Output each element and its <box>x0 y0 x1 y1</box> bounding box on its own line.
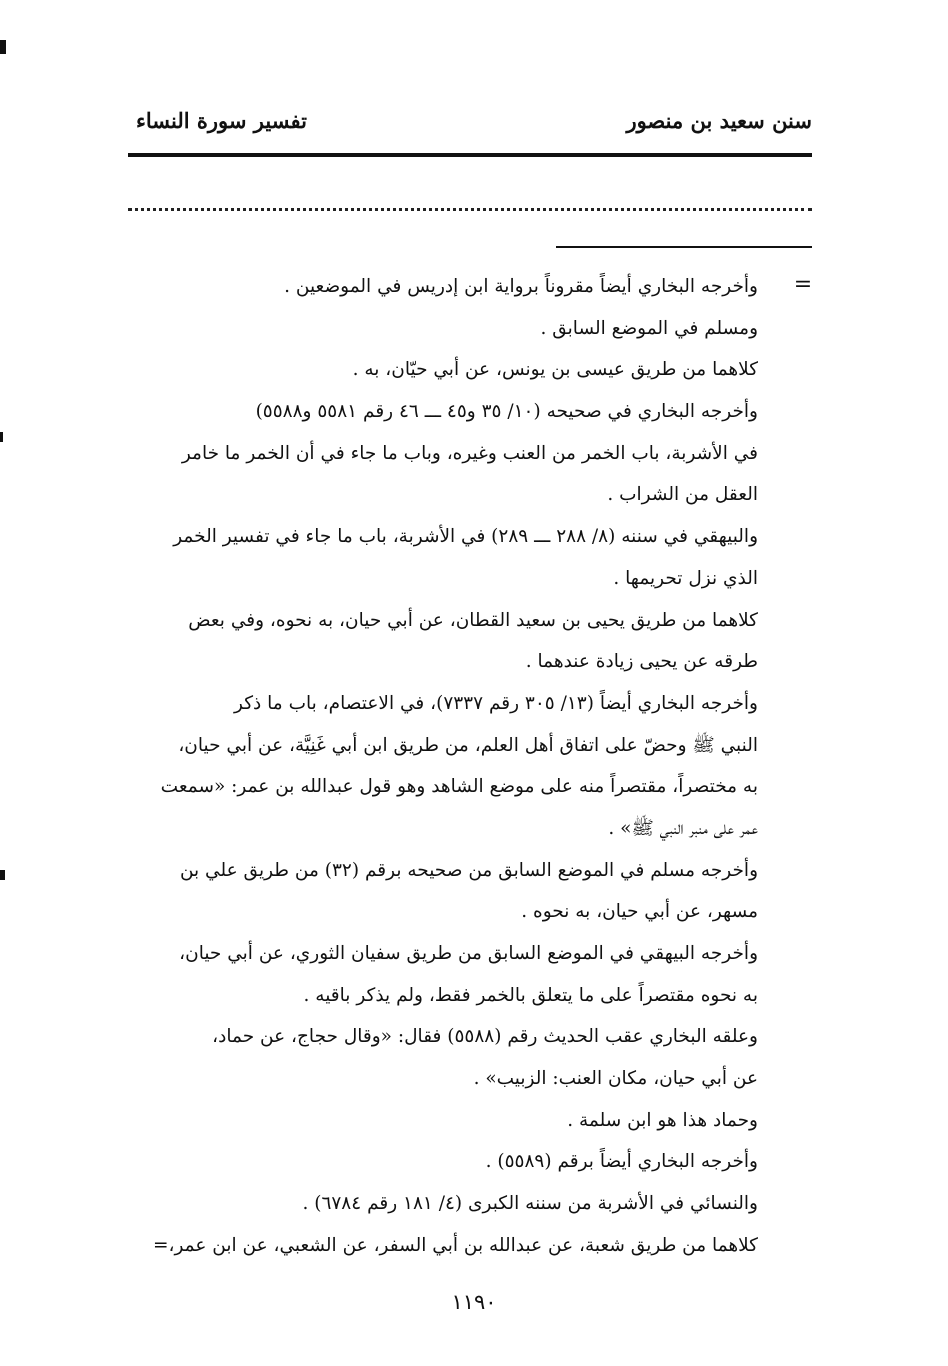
text-line: وأخرجه البيهقي في الموضع السابق من طريق سفيان الثوري، عن أبي حيان، <box>179 943 758 964</box>
text-line: طرقه عن يحيى زيادة عندهما . <box>525 651 758 673</box>
text-line: كلاهما من طريق شعبة، عن عبدالله بن أبي السفر، عن الشعبي، عن ابن عمر،= <box>152 1234 758 1256</box>
text-line: العقل من الشراب . <box>607 484 758 506</box>
text-line: النبي ﷺ وحضّ على اتفاق أهل العلم، من طريق ابن أبي غَنِيَّة، عن أبي حيان، <box>178 734 758 756</box>
scan-mark-top <box>0 40 6 54</box>
text-line: وعلقه البخاري عقب الحديث رقم (٥٥٨٨) فقال: «وقال حجاج، عن حماد، <box>212 1026 758 1048</box>
dotted-separator <box>128 208 812 211</box>
scan-mark-lower <box>0 870 5 880</box>
text-line: مسهر، عن أبي حيان، به نحوه . <box>521 901 758 923</box>
footnote-continuation-mark: = <box>793 272 813 297</box>
text-line: به نحوه مقتصراً على ما يتعلق بالخمر فقط، ولم يذكر باقيه . <box>303 984 758 1006</box>
text-line: الذي نزل تحريمها . <box>613 567 758 589</box>
section-title: تفسير سورة النساء <box>136 108 307 133</box>
text-line: والنسائي في الأشربة من سننه الكبرى (٤/ ١٨١ رقم ٦٧٨٤) . <box>302 1193 758 1215</box>
text-line: عن أبي حيان، مكان العنب: الزبيب» . <box>473 1068 758 1090</box>
text-line: وأخرجه البخاري أيضاً برقم (٥٥٨٩) . <box>485 1151 758 1173</box>
text-line: وأخرجه البخاري أيضاً (١٣/ ٣٠٥ رقم ٧٣٣٧)، في الاعتصام، باب ما ذكر <box>234 692 758 714</box>
text-line: والبيهقي في سننه (٨/ ٢٨٨ ـــ ٢٨٩) في الأشربة، باب ما جاء في تفسير الخمر <box>173 526 758 548</box>
footnote-text <box>120 266 758 1267</box>
text-line: وأخرجه مسلم في الموضع السابق من صحيحه برقم (٣٢) من طريق علي بن <box>179 859 758 881</box>
text-line: كلاهما من طريق عيسى بن يونس، عن أبي حيّان، به . <box>352 359 758 381</box>
header-rule <box>128 153 812 157</box>
text-line: به مختصراً، مقتصراً منه على موضع الشاهد وهو قول عبدالله بن عمر: «سمعت <box>160 776 758 798</box>
text-line: وأخرجه البخاري في صحيحه (١٠/ ٣٥ و٤٥ ـــ ٤٦ رقم ٥٥٨١ و٥٥٨٨) <box>255 401 758 423</box>
text-line: وحماد هذا هو ابن سلمة . <box>567 1109 758 1131</box>
text-line: عمر على منبر النبي ﷺ» . <box>608 817 758 839</box>
book-title: سنن سعيد بن منصور <box>626 108 812 133</box>
scan-mark-middle <box>0 432 3 442</box>
text-line: وأخرجه البخاري أيضاً مقروناً برواية ابن إدريس في الموضعين . <box>284 276 758 297</box>
running-header <box>128 108 812 142</box>
text-line: في الأشربة، باب الخمر من العنب وغيره، وباب ما جاء في أن الخمر ما خامر <box>181 442 758 464</box>
text-line: ومسلم في الموضع السابق . <box>540 317 758 339</box>
page-number: ١١٩٠ <box>451 1290 497 1314</box>
footnote-rule <box>556 246 812 248</box>
text-line: كلاهما من طريق يحيى بن سعيد القطان، عن أبي حيان، به نحوه، وفي بعض <box>188 609 758 631</box>
